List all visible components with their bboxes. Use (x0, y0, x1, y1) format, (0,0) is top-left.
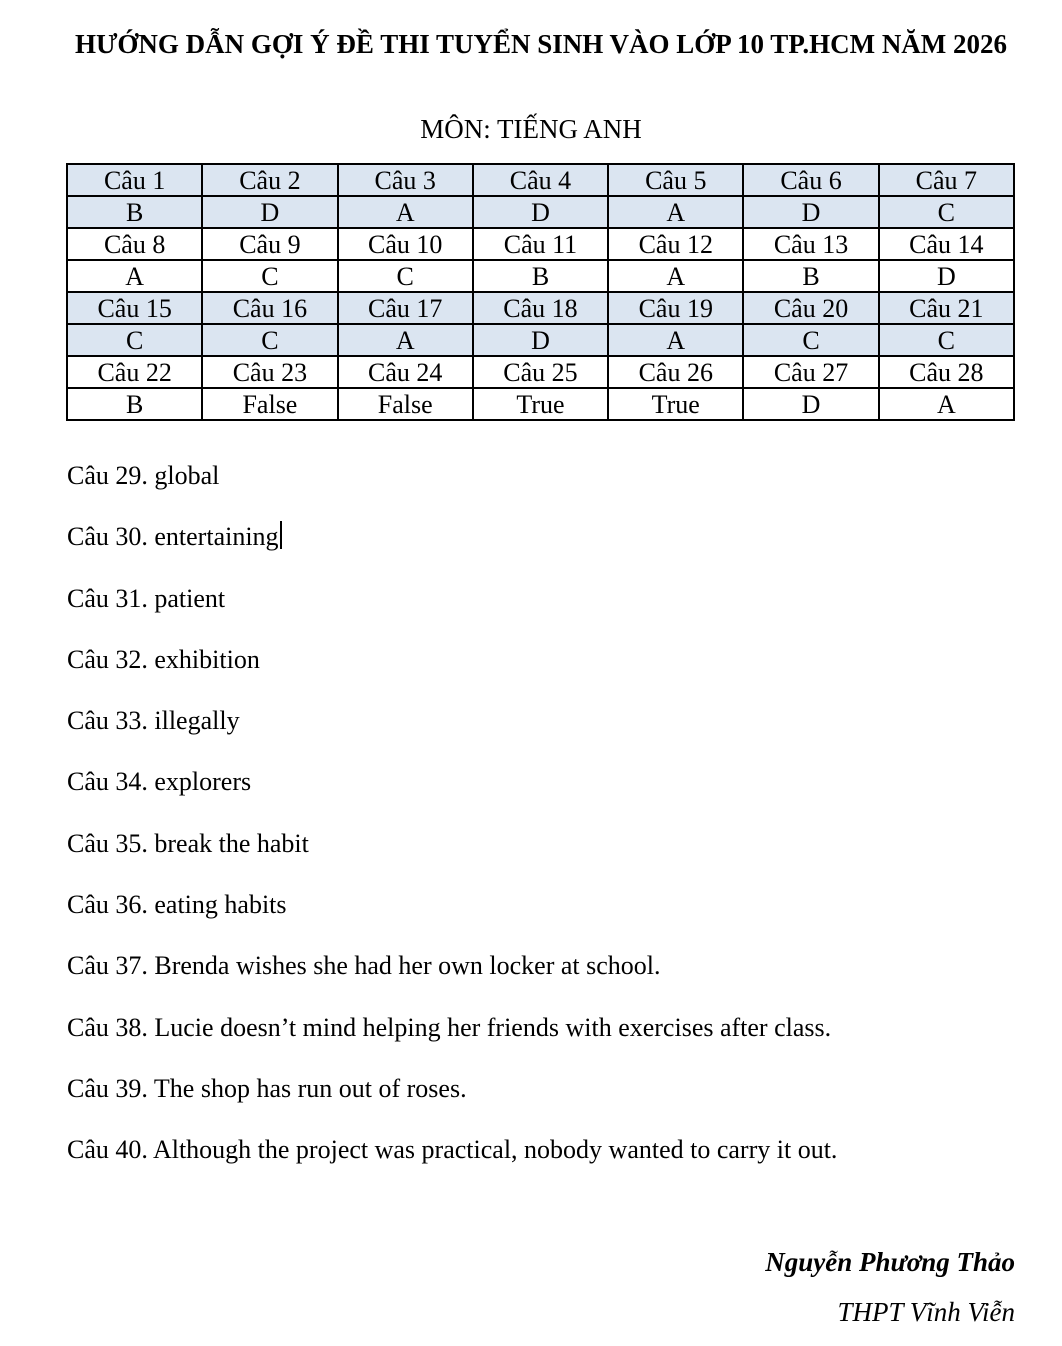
author-name: Nguyễn Phương Thảo (765, 1247, 1015, 1277)
question-number-cell: Câu 3 (338, 164, 473, 196)
answer-text: Câu 39. The shop has run out of roses. (67, 1073, 467, 1103)
question-number-cell: Câu 8 (67, 228, 202, 260)
question-number-row (67, 164, 1014, 196)
question-number-cell: Câu 2 (202, 164, 337, 196)
answer-text: Câu 40. Although the project was practical, nobody wanted to carry it out. (67, 1135, 838, 1165)
question-number-cell: Câu 28 (879, 356, 1014, 388)
question-number-cell: Câu 19 (608, 292, 743, 324)
question-number-cell: Câu 5 (608, 164, 743, 196)
answer-key-cell: A (338, 324, 473, 356)
answer-line (67, 887, 837, 948)
answer-text: Câu 38. Lucie doesn’t mind helping her friends with exercises after class. (67, 1012, 832, 1042)
answer-line (67, 948, 837, 1009)
answer-line (67, 1010, 837, 1071)
answer-text: Câu 30. entertaining (67, 522, 279, 552)
question-number-cell: Câu 12 (608, 228, 743, 260)
answer-key-cell: D (743, 196, 878, 228)
question-number-cell: Câu 23 (202, 356, 337, 388)
question-number-cell: Câu 6 (743, 164, 878, 196)
question-number-cell: Câu 17 (338, 292, 473, 324)
answer-text: Câu 33. illegally (67, 706, 240, 736)
answer-line[interactable] (67, 519, 837, 580)
school-name: THPT Vĩnh Viễn (837, 1297, 1015, 1327)
question-number-cell: Câu 4 (473, 164, 608, 196)
question-number-cell: Câu 26 (608, 356, 743, 388)
question-number-cell: Câu 11 (473, 228, 608, 260)
document-title: HƯỚNG DẪN GỢI Ý ĐỀ THI TUYỂN SINH VÀO LỚP 10 TP.HCM NĂM 2026 (74, 29, 1008, 59)
answer-line (67, 1071, 837, 1132)
question-number-cell: Câu 25 (473, 356, 608, 388)
answer-key-cell: False (338, 388, 473, 420)
question-number-cell: Câu 20 (743, 292, 878, 324)
answer-table (66, 163, 1015, 421)
answer-key-cell: D (473, 324, 608, 356)
answer-key-cell: B (67, 388, 202, 420)
answer-key-cell: C (338, 260, 473, 292)
answer-text: Câu 31. patient (67, 583, 226, 613)
answer-key-cell: B (743, 260, 878, 292)
answer-text: Câu 36. eating habits (67, 890, 287, 920)
answer-key-cell: C (879, 196, 1014, 228)
answer-key-cell: D (879, 260, 1014, 292)
answer-key-cell: True (608, 388, 743, 420)
answer-key-cell: A (608, 196, 743, 228)
answer-key-row (67, 324, 1014, 356)
answer-line (67, 581, 837, 642)
question-number-cell: Câu 24 (338, 356, 473, 388)
written-answers (67, 458, 837, 1194)
answer-key-cell: D (743, 388, 878, 420)
question-number-cell: Câu 22 (67, 356, 202, 388)
question-number-cell: Câu 10 (338, 228, 473, 260)
answer-key-cell: B (67, 196, 202, 228)
question-number-cell: Câu 13 (743, 228, 878, 260)
question-number-cell: Câu 1 (67, 164, 202, 196)
answer-key-cell: True (473, 388, 608, 420)
question-number-cell: Câu 16 (202, 292, 337, 324)
answer-key-row (67, 388, 1014, 420)
text-cursor (280, 521, 282, 549)
answer-key-cell: False (202, 388, 337, 420)
answer-key-cell: A (608, 260, 743, 292)
question-number-cell: Câu 15 (67, 292, 202, 324)
answer-key-cell: D (473, 196, 608, 228)
question-number-cell: Câu 9 (202, 228, 337, 260)
question-number-cell: Câu 14 (879, 228, 1014, 260)
answer-line (67, 1132, 837, 1193)
answer-key-cell: A (608, 324, 743, 356)
answer-key-row (67, 196, 1014, 228)
answer-text: Câu 34. explorers (67, 767, 252, 797)
question-number-cell: Câu 21 (879, 292, 1014, 324)
answer-key-cell: C (743, 324, 878, 356)
answer-key-cell: C (879, 324, 1014, 356)
question-number-cell: Câu 18 (473, 292, 608, 324)
question-number-row (67, 228, 1014, 260)
answer-line (67, 764, 837, 825)
answer-line (67, 642, 837, 703)
answer-line (67, 826, 837, 887)
answer-line (67, 458, 837, 519)
question-number-cell: Câu 7 (879, 164, 1014, 196)
answer-line (67, 703, 837, 764)
answer-key-cell: C (202, 324, 337, 356)
answer-key-cell: B (473, 260, 608, 292)
answer-key-cell: D (202, 196, 337, 228)
answer-key-cell: C (202, 260, 337, 292)
answer-text: Câu 29. global (67, 461, 220, 490)
question-number-cell: Câu 27 (743, 356, 878, 388)
answer-key-cell: A (338, 196, 473, 228)
answer-key-cell: C (67, 324, 202, 356)
answer-key-row (67, 260, 1014, 292)
subject-heading: MÔN: TIẾNG ANH (420, 114, 642, 144)
answer-key-cell: A (879, 388, 1014, 420)
signature-block (765, 1244, 1015, 1330)
question-number-row (67, 356, 1014, 388)
answer-text: Câu 35. break the habit (67, 828, 309, 858)
question-number-row (67, 292, 1014, 324)
answer-key-cell: A (67, 260, 202, 292)
answer-text: Câu 32. exhibition (67, 644, 260, 674)
answer-text: Câu 37. Brenda wishes she had her own locker at school. (67, 951, 661, 981)
